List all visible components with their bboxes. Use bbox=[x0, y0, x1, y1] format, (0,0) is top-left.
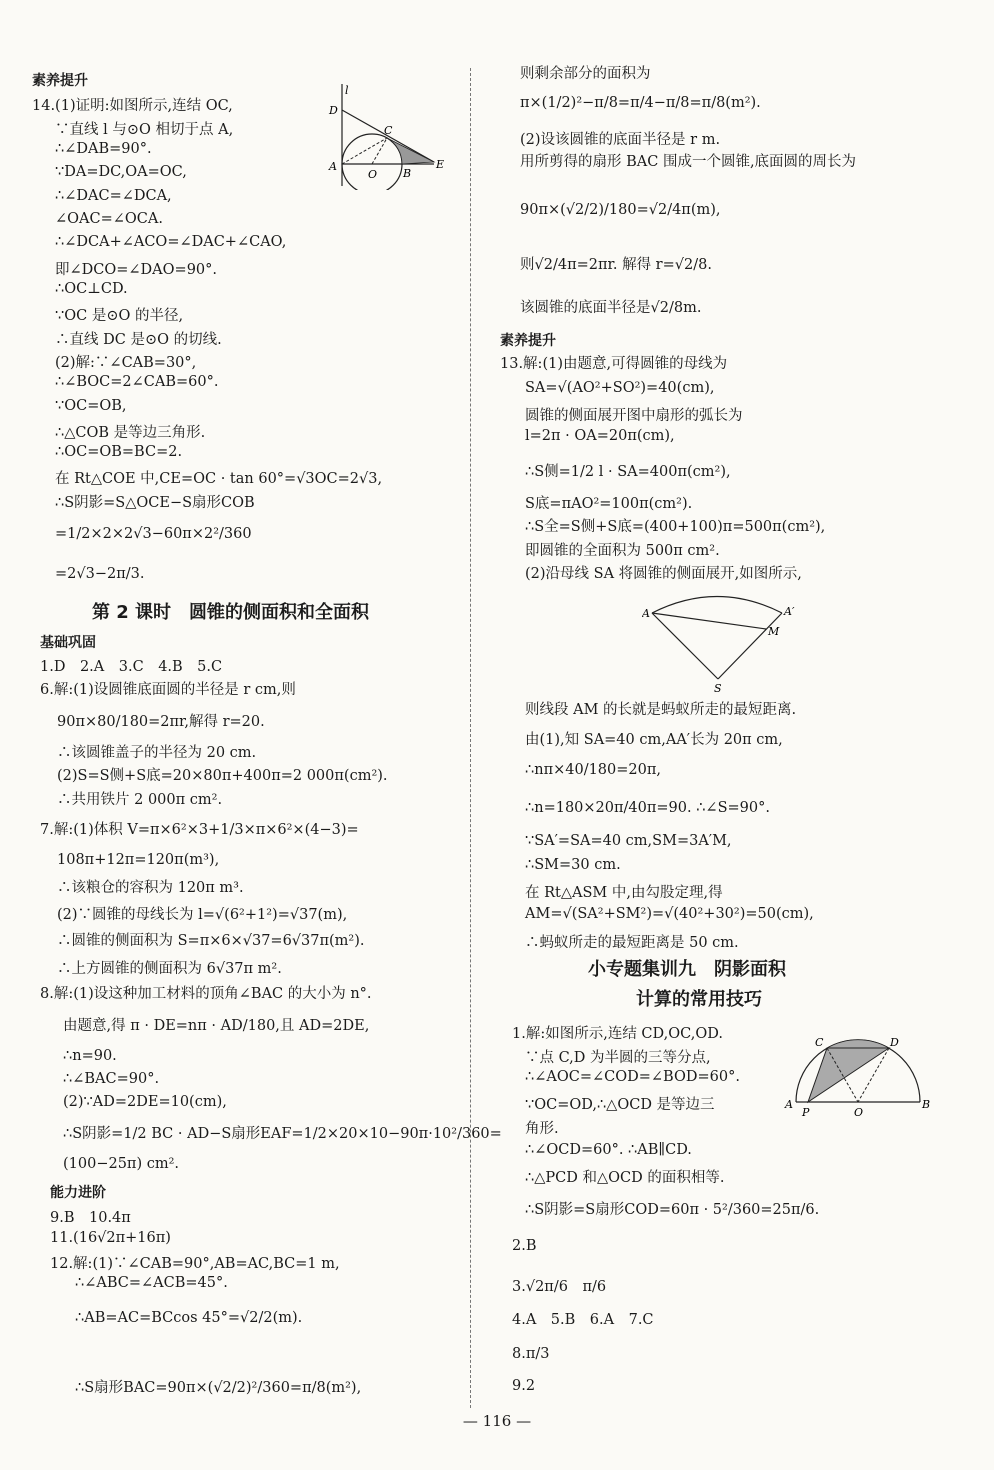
text-line: ∵OC 是⊙O 的半径, bbox=[55, 308, 184, 324]
text-line: 则√2/4π=2πr. 解得 r=√2/8. bbox=[520, 257, 712, 273]
text-line: ∵DA=DC,OA=OC, bbox=[55, 164, 187, 180]
figure-label: B bbox=[403, 167, 412, 180]
column-divider bbox=[470, 68, 471, 1408]
text-line: l=2π · OA=20π(cm), bbox=[525, 428, 675, 444]
answer-line: 8.π/3 bbox=[512, 1346, 550, 1362]
answer-line: 1.D 2.A 3.C 4.B 5.C bbox=[40, 659, 223, 675]
figure-label: S bbox=[714, 682, 722, 695]
text-line: ∴n=90. bbox=[63, 1048, 117, 1064]
figure-label: M bbox=[768, 625, 780, 638]
text-line: SA=√(AO²+SO²)=40(cm), bbox=[525, 380, 715, 396]
text-line: (2)解:∵∠CAB=30°, bbox=[55, 355, 197, 371]
answer-line: 4.A 5.B 6.A 7.C bbox=[512, 1312, 654, 1328]
section-heading: 能力进阶 bbox=[50, 1185, 106, 1201]
text-line: =2√3−2π/3. bbox=[55, 566, 145, 582]
answer-line: 9.B 10.4π bbox=[50, 1210, 131, 1226]
text-line: 8.解:(1)设这种加工材料的顶角∠BAC 的大小为 n°. bbox=[40, 986, 372, 1002]
page-number: — 116 — bbox=[462, 1412, 532, 1430]
text-line: ∴S阴影=S扇形COD=60π · 5²/360=25π/6. bbox=[525, 1202, 820, 1218]
answer-line: 2.B bbox=[512, 1238, 537, 1254]
answer-line: 9.2 bbox=[512, 1378, 536, 1394]
text-line: 12.解:(1)∵∠CAB=90°,AB=AC,BC=1 m, bbox=[50, 1256, 340, 1272]
text-line: ∵OC=OD,∴△OCD 是等边三 bbox=[525, 1097, 715, 1113]
text-line: 该圆锥的底面半径是√2/8m. bbox=[520, 300, 702, 316]
text-line: 即圆锥的全面积为 500π cm². bbox=[525, 543, 720, 559]
text-line: 角形. bbox=[525, 1121, 559, 1137]
figure-label: E bbox=[436, 158, 445, 171]
text-line: ∴上方圆锥的侧面积为 6√37π m². bbox=[57, 961, 282, 977]
text-line: ∴∠DCA+∠ACO=∠DAC+∠CAO, bbox=[55, 234, 287, 250]
lesson-title: 第 2 课时 圆锥的侧面积和全面积 bbox=[92, 602, 370, 623]
text-line: ∴S侧=1/2 l · SA=400π(cm²), bbox=[525, 464, 731, 480]
text-line: ∴∠BOC=2∠CAB=60°. bbox=[55, 374, 219, 390]
text-line: ∵点 C,D 为半圆的三等分点, bbox=[525, 1050, 711, 1066]
figure-label: A bbox=[785, 1098, 793, 1111]
figure-label: C bbox=[384, 124, 393, 137]
text-line: 即∠DCO=∠DAO=90°. bbox=[55, 262, 217, 278]
answer-line: 3.√2π/6 π/6 bbox=[512, 1279, 607, 1295]
text-line: ∴蚂蚁所走的最短距离是 50 cm. bbox=[525, 935, 739, 951]
text-line: ∴S全=S侧+S底=(400+100)π=500π(cm²), bbox=[525, 519, 826, 535]
text-line: ∴△COB 是等边三角形. bbox=[55, 425, 206, 441]
text-line: 在 Rt△COE 中,CE=OC · tan 60°=√3OC=2√3, bbox=[55, 471, 383, 487]
text-line: (2)S=S侧+S底=20×80π+400π=2 000π(cm²). bbox=[57, 768, 388, 784]
text-line: 1.解:如图所示,连结 CD,OC,OD. bbox=[512, 1026, 723, 1042]
text-line: π×(1/2)²−π/8=π/4−π/8=π/8(m²). bbox=[520, 95, 761, 111]
text-line: ∴S扇形BAC=90π×(√2/2)²/360=π/8(m²), bbox=[75, 1380, 362, 1396]
text-line: (100−25π) cm². bbox=[63, 1156, 180, 1172]
text-line: ∴nπ×40/180=20π, bbox=[525, 762, 661, 778]
figure-label: O bbox=[368, 168, 378, 181]
figure-label: l bbox=[345, 84, 349, 97]
text-line: (2)设该圆锥的底面半径是 r m. bbox=[520, 132, 721, 148]
figure-label: D bbox=[890, 1036, 899, 1049]
text-line: 则线段 AM 的长就是蚂蚁所走的最短距离. bbox=[525, 702, 797, 718]
sector-unfold-figure bbox=[642, 585, 812, 695]
text-line: ∵SA′=SA=40 cm,SM=3A′M, bbox=[525, 833, 732, 849]
topic-title: 小专题集训九 阴影面积 bbox=[588, 959, 786, 980]
text-line: 则剩余部分的面积为 bbox=[520, 66, 651, 82]
text-line: ∴S阴影=1/2 BC · AD−S扇形EAF=1/2×20×10−90π·10²/360= bbox=[63, 1126, 502, 1142]
text-line: 由(1),知 SA=40 cm,AA′长为 20π cm, bbox=[525, 732, 783, 748]
text-line: ∴∠DAC=∠DCA, bbox=[55, 188, 172, 204]
section-heading: 素养提升 bbox=[500, 333, 556, 349]
text-line: (2)沿母线 SA 将圆锥的侧面展开,如图所示, bbox=[525, 566, 802, 582]
text-line: ∴S阴影=S△OCE−S扇形COB bbox=[55, 495, 255, 511]
section-heading: 素养提升 bbox=[32, 73, 88, 89]
text-line: 14.(1)证明:如图所示,连结 OC, bbox=[32, 98, 233, 114]
semicircle-figure bbox=[782, 1034, 932, 1124]
figure-label: P bbox=[802, 1106, 810, 1119]
text-line: ∴∠OCD=60°. ∴AB∥CD. bbox=[525, 1142, 692, 1158]
text-line: ∴该粮仓的容积为 120π m³. bbox=[57, 880, 244, 896]
section-heading: 基础巩固 bbox=[40, 635, 96, 651]
text-line: S底=πAO²=100π(cm²). bbox=[525, 496, 693, 512]
topic-title: 计算的常用技巧 bbox=[636, 989, 762, 1010]
text-line: 在 Rt△ASM 中,由勾股定理,得 bbox=[525, 885, 723, 901]
figure-label: A′ bbox=[784, 605, 795, 618]
text-line: 108π+12π=120π(m³), bbox=[57, 852, 220, 868]
figure-label: C bbox=[815, 1036, 824, 1049]
tangent-circle-figure bbox=[322, 82, 450, 190]
answer-line: 11.(16√2π+16π) bbox=[50, 1230, 171, 1246]
figure-label: D bbox=[329, 104, 338, 117]
text-line: ∴n=180×20π/40π=90. ∴∠S=90°. bbox=[525, 800, 770, 816]
text-line: ∴圆锥的侧面积为 S=π×6×√37=6√37π(m²). bbox=[57, 933, 365, 949]
text-line: ∴直线 DC 是⊙O 的切线. bbox=[55, 332, 222, 348]
text-line: 用所剪得的扇形 BAC 围成一个圆锥,底面圆的周长为 bbox=[520, 154, 857, 170]
text-line: ∴△PCD 和△OCD 的面积相等. bbox=[525, 1170, 725, 1186]
text-line: ∠OAC=∠OCA. bbox=[55, 211, 163, 227]
text-line: 7.解:(1)体积 V=π×6²×3+1/3×π×6²×(4−3)= bbox=[40, 822, 359, 838]
figure-label: A bbox=[642, 607, 650, 620]
figure-label: B bbox=[922, 1098, 931, 1111]
text-line: =1/2×2×2√3−60π×2²/360 bbox=[55, 526, 252, 542]
figure-label: A bbox=[329, 160, 337, 173]
figure-label: O bbox=[854, 1106, 864, 1119]
text-line: 圆锥的侧面展开图中扇形的弧长为 bbox=[525, 408, 743, 424]
text-line: ∴该圆锥盖子的半径为 20 cm. bbox=[57, 745, 257, 761]
text-line: ∴∠AOC=∠COD=∠BOD=60°. bbox=[525, 1069, 740, 1085]
text-line: ∴SM=30 cm. bbox=[525, 857, 621, 873]
text-line: ∴OC⊥CD. bbox=[55, 281, 128, 297]
text-line: (2)∵圆锥的母线长为 l=√(6²+1²)=√37(m), bbox=[57, 907, 348, 923]
text-line: AM=√(SA²+SM²)=√(40²+30²)=50(cm), bbox=[525, 906, 814, 922]
text-line: ∴∠DAB=90°. bbox=[55, 141, 152, 157]
text-line: ∵OC=OB, bbox=[55, 398, 127, 414]
text-line: (2)∵AD=2DE=10(cm), bbox=[63, 1094, 227, 1110]
text-line: ∴∠ABC=∠ACB=45°. bbox=[75, 1275, 228, 1291]
text-line: 90π×80/180=2πr,解得 r=20. bbox=[57, 714, 265, 730]
text-line: 6.解:(1)设圆锥底面圆的半径是 r cm,则 bbox=[40, 682, 296, 698]
text-line: 由题意,得 π · DE=nπ · AD/180,且 AD=2DE, bbox=[63, 1018, 370, 1034]
text-line: ∴AB=AC=BCcos 45°=√2/2(m). bbox=[75, 1310, 303, 1326]
text-line: ∴共用铁片 2 000π cm². bbox=[57, 792, 223, 808]
text-line: ∵直线 l 与⊙O 相切于点 A, bbox=[55, 122, 234, 138]
text-line: 13.解:(1)由题意,可得圆锥的母线为 bbox=[500, 356, 728, 372]
text-line: 90π×(√2/2)/180=√2/4π(m), bbox=[520, 202, 721, 218]
text-line: ∴OC=OB=BC=2. bbox=[55, 444, 183, 460]
text-line: ∴∠BAC=90°. bbox=[63, 1071, 160, 1087]
